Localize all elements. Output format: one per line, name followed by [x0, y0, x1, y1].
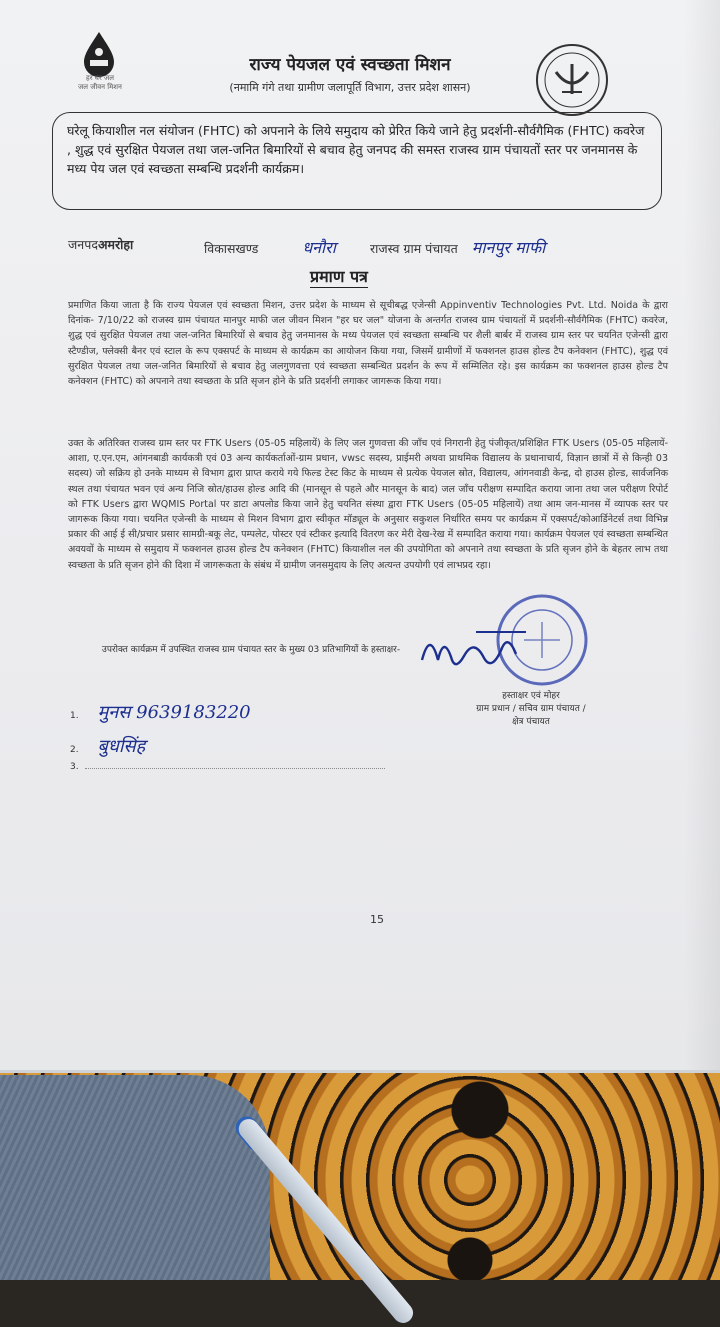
attendee-entry-blank	[85, 768, 385, 769]
attendee-number: 1.	[70, 711, 79, 721]
attendee-row	[70, 762, 385, 772]
district-value: अमरोहा	[97, 237, 134, 252]
page-number: 15	[370, 913, 384, 926]
certificate-paragraph-2: उक्त के अतिरिक्त राजस्व ग्राम स्तर पर FTK Users (05-05 महिलायें) के लिए जल गुणवत्ता की जाँच एवं निगरानी हेतु पंजीकृत/प्रशिक्षित FTK Users (05-05 महिलायें-आशा, ए.एन.एम, आंगनबाडी कार्यकत्री एवं 03 अन्य कार्यकर्ताओं-ग्राम प्रधान, vwsc सदस्य, प्राईमरी अथवा प्राथमिक विद्यालय के प्रधानाचार्य, विज्ञान छात्रों में से किन्ही 03 सदस्य) जो सक्रिय हो उनके माध्यम से विभाग द्वारा प्राप्त कराये गये फिल्ड टेस्ट किट के माध्यम से प्रत्येक पेयजल स्रोत, विद्यालय, आंगनवाडी केन्द्र, दो हाउस होल्ड, सार्वजनिक स्थल तथा पंचायत भवन एवं अन्य निजि स्रोत/हाउस होल्ड आदि की (मानसून से पहले और मानसून के बाद) जल जाँच परीक्षण सम्पादित कराया जाना तथा जल परीक्षण रिपोर्ट को FTK Users द्वारा WQMIS Portal पर डाटा अपलोड किया जाने हेतु चयनित संस्था द्वारा FTK Users (05-05 महिलायें) तथा आम जन-मानस में व्यापक स्तर पर जागरूक किया गया। चयनित एजेन्सी के माध्यम से मिशन विभाग द्वारा स्वीकृत मॉड्यूल के अनुसार सकुशल निर्धारित समय पर कार्यक्रम में एक्सपर्ट/कोआर्डिनेटर्स तथा विभिन्न प्रकार की आई ई सी/प्रचार प्रसार सामग्री-बकू लेट, पम्पलेट, पोस्टर एवं स्टीकर इत्यादि वितरण कर मेरी देख-रेख में सम्पादित कराया गया। कार्यक्रम पेयजल एवं स्वच्छता सम्बन्धित अवयवों के माध्यम से समुदाय में फक्शनल हाउस होल्ड टैप कनेक्शन (FHTC) कियाशील नल की उपयोगिता को अपनाने तथा स्वच्छता के प्रति सृजन होने के बेहतर लाभ तथा स्वच्छता के प्रति सृजन होने की दिशा में जागरूकता के संबंध में ग्रामीण जनसमुदाय के लिए अत्यन्त उपयोगी एवं लाभप्रद रहा।	[68, 438, 668, 571]
attendee-row	[70, 734, 145, 758]
signature-caption-3: क्षेत्र पंचायत	[512, 717, 550, 727]
logo-left-caption: हर घर जल जल जीवन मिशन	[78, 74, 122, 91]
certificate-title: प्रमाण पत्र	[310, 267, 368, 286]
block-field	[204, 236, 336, 258]
page-title: राज्य पेयजल एवं स्वच्छता मिशन	[249, 55, 451, 75]
attendance-note: उपरोक्त कार्यक्रम में उपस्थित राजस्व ग्राम पंचायत स्तर के मुख्य 03 प्रतिभागियों के हस्ताक्षर-	[101, 645, 401, 655]
panchayat-field	[370, 236, 545, 258]
panchayat-label: राजस्व ग्राम पंचायत	[370, 241, 458, 256]
block-value-handwritten: धनौरा	[302, 238, 336, 257]
attendee-number: 3.	[70, 762, 79, 772]
block-label: विकासखण्ड	[204, 241, 259, 256]
attendee-entry-handwritten: बुधसिंह	[97, 736, 146, 757]
district-field	[68, 236, 133, 253]
panchayat-value-handwritten: मानपुर माफी	[471, 238, 546, 257]
program-banner: घरेलू कियाशील नल संयोजन (FHTC) को अपनाने के लिये समुदाय को प्रेरित किये जाने हेतु प्रदर्शनी-सौर्वगैमिक (FHTC) कवरेज , शुद्ध एवं सुरक्षित पेयजल तथा जल-जनित बिमारियों से बचाव हेतु जनपद की समस्त राजस्व ग्राम पंचायतों स्तर पर जनमानस के मध्य पेय जल एवं स्वच्छता सम्बन्धि प्रदर्शनी कार्यक्रम।	[52, 112, 662, 210]
background-jeans	[0, 1075, 270, 1280]
signature-caption-1: हस्ताक्षर एवं मोहर	[502, 691, 560, 701]
signature-scribble-icon	[416, 620, 556, 676]
signature-caption-2: ग्राम प्रधान / सचिव ग्राम पंचायत /	[476, 704, 586, 714]
page-subtitle: (नमामि गंगे तथा ग्रामीण जलापूर्ति विभाग, उत्तर प्रदेश शासन)	[229, 81, 471, 94]
attendee-entry-handwritten: मुनस 9639183220	[97, 702, 251, 723]
paper-fold-shadow	[684, 0, 720, 1070]
up-govt-seal-icon	[534, 42, 610, 118]
attendee-number: 2.	[70, 745, 79, 755]
certificate-paragraph-1: प्रमाणित किया जाता है कि राज्य पेयजल एवं स्वच्छता मिशन, उत्तर प्रदेश के माध्यम से सूचीबद्ध एजेन्सी Appinventiv Technologies Pvt. Ltd. Noida के द्वारा दिनांक- 7/10/22 को राजस्व ग्राम पंचायत मानपुर माफी जल जीवन मिशन "हर घर जल" योजना के अन्तर्गत राजस्व ग्राम पंचायतों में प्रदर्शनी-सौर्वगैमिक (FHTC) कवरेज, शुद्ध एवं सुरक्षित पेयजल तथा जल-जनित बिमारियों से बचाव हेतु जनमानस के मध्य पेयजल एवं स्वच्छता सम्बन्धि पर शैली बार्बर में राजस्व ग्राम स्तर पर चयनित एजेन्सी द्वारा स्टैण्डीज, फ्लेक्सी बैनर एवं स्टाल के रूप एक्सपर्ट के माध्यम से कार्यक्रम का आयोजन किया गया, जिसमें ग्रामीणों में फक्शनल हाउस होल्ड टैप कनेक्शन (FHTC), शुद्ध एवं सुरक्षित पेयजल तथा जल-जनित बिमारियों से बचाव हेतु जलगुणवत्ता एवं स्वच्छता सम्बन्धित प्रदर्शन के रूप में सम्मिलित रहे। इस कार्यक्रम का फक्शनल हाउस होल्ड टैप कनेक्शन (FHTC) को अपनाने तथा स्वच्छता के प्रति सृजन होने के प्रति प्रदर्शनी लगाकर जागरूक किया गया।	[68, 300, 668, 388]
attendee-row	[70, 700, 251, 724]
district-label: जनपद	[68, 237, 98, 252]
